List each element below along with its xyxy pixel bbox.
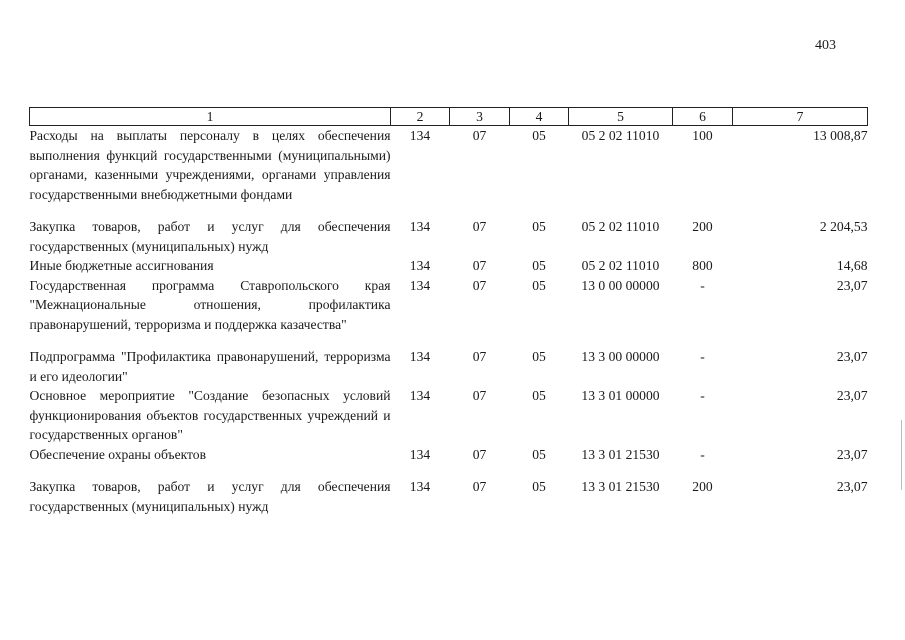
row-code: 134 — [409, 446, 431, 462]
row-name: Расходы на выплаты персоналу в целях обеспечения выполнения функций государственными (муниципальными) органами, казенными учреждениями, органами управления государственными внебюджетными фондами — [29, 128, 391, 202]
row-subsection: 05 — [532, 479, 546, 494]
column-header-1: 1 — [30, 108, 391, 126]
row-amount: 23,07 — [836, 349, 868, 364]
row-subsection: 05 — [532, 277, 546, 293]
column-header-6: 6 — [673, 108, 733, 126]
row-amount: 23,07 — [836, 388, 868, 403]
table-header-row — [30, 108, 868, 126]
column-header-5: 5 — [569, 108, 673, 126]
row-subsection: 05 — [532, 258, 546, 273]
row-name: Подпрограмма "Профилактика правонарушений, терроризма и его идеологии" — [29, 349, 391, 384]
column-header-4: 4 — [510, 108, 569, 126]
row-target-item: 13 3 01 21530 — [581, 479, 660, 494]
table-row — [30, 276, 868, 348]
row-target-item: 05 2 02 11010 — [581, 219, 660, 234]
row-amount: 23,07 — [836, 277, 868, 293]
table-row — [30, 477, 868, 516]
row-target-item: 05 2 02 11010 — [581, 128, 660, 143]
row-section: 07 — [472, 479, 487, 494]
row-amount: 23,07 — [836, 446, 868, 462]
row-section: 07 — [472, 258, 487, 273]
row-target-item: 13 0 00 00000 — [581, 277, 660, 293]
row-subsection: 05 — [532, 349, 546, 364]
row-section: 07 — [472, 277, 487, 293]
row-name: Иные бюджетные ассигнования — [29, 258, 214, 273]
row-expense-type: 800 — [692, 258, 713, 273]
row-name: Закупка товаров, работ и услуг для обеспечения государственных (муниципальных) нужд — [29, 219, 391, 254]
row-code: 134 — [409, 219, 431, 234]
budget-table — [29, 107, 868, 516]
row-section: 07 — [472, 128, 487, 143]
row-amount: 23,07 — [836, 479, 868, 494]
column-header-2: 2 — [391, 108, 450, 126]
row-code: 134 — [409, 388, 431, 403]
page-number: 403 — [815, 38, 836, 53]
row-subsection: 05 — [532, 219, 546, 234]
row-subsection: 05 — [532, 388, 546, 403]
row-amount: 14,68 — [836, 258, 868, 273]
row-expense-type: - — [700, 388, 705, 403]
row-target-item: 13 3 01 21530 — [581, 446, 660, 462]
row-expense-type: - — [700, 446, 705, 462]
row-section: 07 — [472, 446, 487, 462]
row-expense-type: - — [700, 277, 705, 293]
table-row — [30, 347, 868, 386]
row-expense-type: 200 — [692, 479, 713, 494]
row-target-item: 13 3 01 00000 — [581, 388, 660, 403]
table-row — [30, 386, 868, 445]
row-expense-type: - — [700, 349, 705, 364]
row-name: Государственная программа Ставропольского края "Межнациональные отношения, профилактика правонарушений, терроризма и поддержка казачества" — [29, 277, 391, 332]
column-header-3: 3 — [450, 108, 510, 126]
row-code: 134 — [409, 128, 431, 143]
table-row — [30, 445, 868, 478]
row-subsection: 05 — [532, 446, 546, 462]
row-section: 07 — [472, 219, 487, 234]
row-code: 134 — [409, 277, 431, 293]
row-target-item: 13 3 00 00000 — [581, 349, 660, 364]
row-expense-type: 200 — [692, 219, 713, 234]
row-code: 134 — [409, 479, 431, 494]
table-row — [30, 256, 868, 276]
row-name: Закупка товаров, работ и услуг для обеспечения государственных (муниципальных) нужд — [29, 479, 391, 514]
row-code: 134 — [409, 258, 431, 273]
row-section: 07 — [472, 349, 487, 364]
row-target-item: 05 2 02 11010 — [581, 258, 660, 273]
row-name: Обеспечение охраны объектов — [29, 446, 207, 462]
row-expense-type: 100 — [692, 128, 713, 143]
row-name: Основное мероприятие "Создание безопасных условий функционирования объектов государственных учреждений и государственных органов" — [29, 388, 391, 442]
table-row — [30, 126, 868, 218]
table-row — [30, 217, 868, 256]
row-amount: 13 008,87 — [813, 128, 868, 143]
row-amount: 2 204,53 — [819, 219, 868, 234]
row-subsection: 05 — [532, 128, 546, 143]
scan-edge-line — [901, 420, 902, 490]
column-header-7: 7 — [733, 108, 868, 126]
row-section: 07 — [472, 388, 487, 403]
row-code: 134 — [409, 349, 431, 364]
